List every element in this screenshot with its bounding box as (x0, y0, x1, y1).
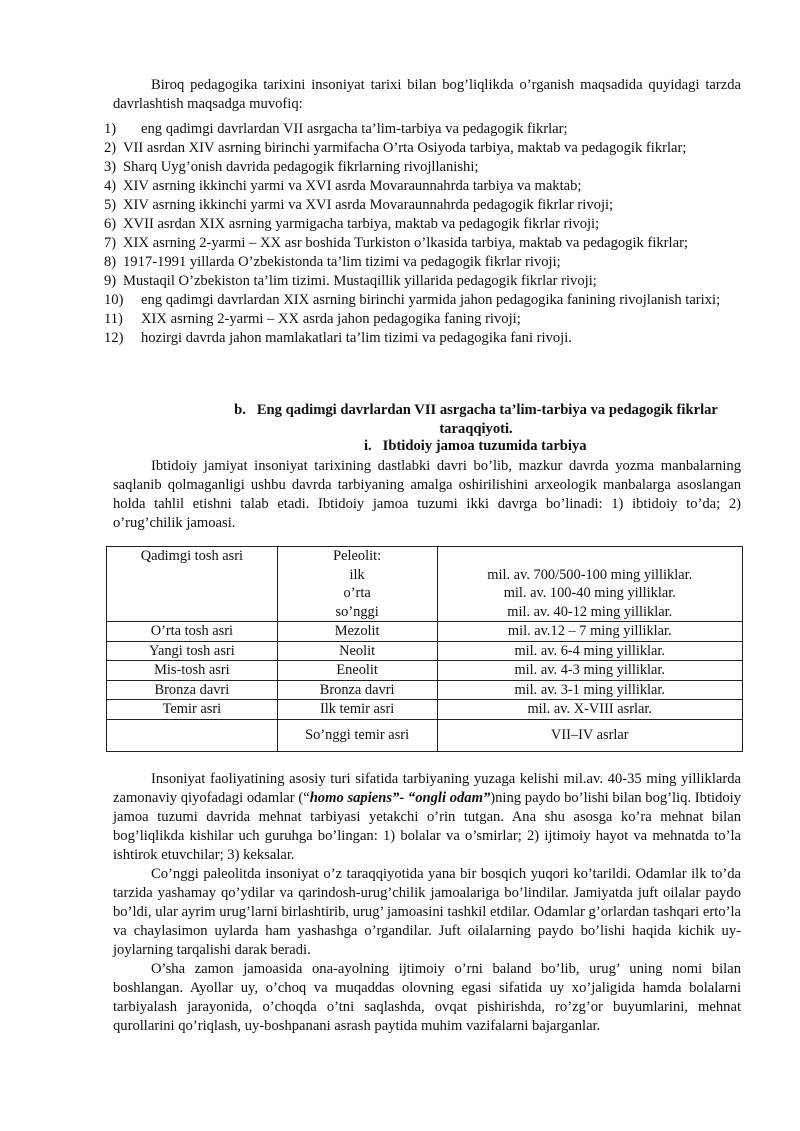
list-item (104, 196, 744, 215)
table-cell-period: Ilk temir asri (277, 700, 437, 720)
intro-paragraph: Biroq pedagogika tarixini insoniyat tarixi bilan bog’liqlikda o’rganish maqsadida quyidagi tarzda davrlashtish maqsadga muvofiq: (113, 77, 741, 112)
list-number: 4) (104, 178, 117, 194)
date-line: mil. av. 40-12 ming yilliklar. (507, 603, 673, 620)
table-row (107, 622, 743, 642)
table-cell-period: Neolit (277, 641, 437, 661)
table-row (107, 719, 743, 751)
table-cell-age: Bronza davri (107, 680, 278, 700)
list-number: 5) (104, 197, 117, 213)
list-text: VII asrdan XIV asrning birinchi yarmifacha O’rta Osiyoda tarbiya, maktab va pedagogik fikrlar; (123, 140, 687, 156)
period-line: so’nggi (335, 603, 379, 620)
date-line: mil. av. 100-40 ming yilliklar. (503, 585, 676, 601)
list-number: 1) (104, 121, 117, 137)
list-text: XIX asrning 2-yarmi – XX asr boshida Turkiston o’lkasida tarbiya, maktab va pedagogik fikrlar; (123, 235, 688, 251)
table-cell-period: Eneolit (277, 661, 437, 681)
list-item (104, 291, 744, 310)
list-item (104, 177, 744, 196)
para-text: Insoniyat faoliyatining asosiy turi sifatida tarbiyaning yuzaga kelishi mil.av. 40-35 ming yilliklarda zamonaviy qiyofadagi odamlar (“ (113, 771, 741, 806)
para-text: )ning paydo bo’lishi bilan bog’liq. Ibtidoiy jamoa tuzumi davrida mehnat tarbiyasi yetakchi o’rin tutgan. Ana shu asosga ko’ra mehnat bilan bog’liqlikda kishilar uch guruhga bo’lingan: 1) bolalar va o’smirlar; 2) ijtimoiy hayot va mehnatda to’la ishtirok etuvchilar; 3) keksalar. (113, 790, 742, 863)
list-item (104, 272, 744, 291)
table-row (107, 661, 743, 681)
list-number: 11) (104, 311, 123, 327)
table-cell-age: Qadimgi tosh asri (107, 547, 278, 622)
list-text: XVII asrdan XIX asrning yarmigacha tarbiya, maktab va pedagogik fikrlar rivoji; (123, 216, 600, 232)
list-number: 10) (104, 292, 124, 308)
list-item (104, 120, 744, 139)
list-number: 6) (104, 216, 117, 232)
table-cell-dates: mil. av. 3-1 ming yilliklar. (437, 680, 742, 700)
table-row (107, 700, 743, 720)
table-cell-dates: mil. av. 6-4 ming yilliklar. (437, 641, 742, 661)
table-cell-age: O’rta tosh asri (107, 622, 278, 642)
table-cell-age: Temir asri (107, 700, 278, 720)
period-line: o’rta (343, 585, 371, 601)
archaeological-periods-table (106, 546, 743, 752)
table-cell-period: Mezolit (277, 622, 437, 642)
period-line: ilk (349, 566, 365, 583)
table-row (107, 641, 743, 661)
list-text: 1917-1991 yillarda O’zbekistonda ta’lim tizimi va pedagogik fikrlar rivoji; (123, 254, 561, 270)
heading-marker: i. (364, 438, 372, 454)
heading-text: Ibtidoiy jamoa tuzumida tarbiya (382, 438, 587, 454)
paragraph-homo-sapiens (113, 770, 741, 865)
paragraph-matriarchy: O’sha zamon jamoasida ona-ayolning ijtimoiy o’rni baland bo’lib, urug’ uning nomi bilan boshlangan. Ayollar uy, o’choq va muqaddas olovning egasi sifatida uy xo’jaligida hamda bolalarni tarbiyalash jarayonida, o’choqda o’tni saqlashda, ovqat pishirishda, ro’zg’or buyumlarini, mehnat qurollarini qo’riqlash, uy-boshpanani asrash paytida muhim vazifalarni bajarganlar. (113, 961, 741, 1034)
list-text: XIV asrning ikkinchi yarmi va XVI asrda Movaraunnahrda pedagogik fikrlar rivoji; (123, 197, 614, 213)
section-heading-b (196, 401, 756, 439)
list-number: 9) (104, 273, 117, 289)
list-text: eng qadimgi davrlardan XIX asrning birinchi yarmida jahon pedagogika fanining rivojlanish tarixi; (141, 292, 721, 308)
list-item (104, 234, 744, 253)
table-cell-period (277, 547, 437, 622)
list-item (104, 253, 744, 272)
table-cell-dates: mil. av. X-VIII asrlar. (437, 700, 742, 720)
table-cell-dates: mil. av.12 – 7 ming yilliklar. (437, 622, 742, 642)
heading-text-continued: taraqqiyoti. (439, 421, 513, 437)
list-text: Mustaqil O’zbekiston ta’lim tizimi. Mustaqillik yillarida pedagogik fikrlar rivoji; (123, 273, 597, 289)
heading-marker: b. (234, 402, 246, 418)
list-item (104, 158, 744, 177)
list-item (104, 215, 744, 234)
list-number: 12) (104, 330, 124, 346)
periodization-list (104, 120, 744, 348)
list-text: hozirgi davrda jahon mamlakatlari ta’lim tizimi va pedagogika fani rivoji. (141, 330, 572, 346)
list-text: XIX asrning 2-yarmi – XX asrda jahon pedagogika faning rivoji; (141, 311, 521, 327)
table-cell-dates (437, 547, 742, 622)
table-cell-period: Bronza davri (277, 680, 437, 700)
table-cell-dates: VII–IV asrlar (437, 719, 742, 751)
paragraph-late-paleolithic: Co’nggi paleolitda insoniyat o’z taraqqiyotida yana bir bosqich yuqori ko’tarildi. Odamlar ilk to’da tarzida yashamay qo’ydilar va qarindosh-urug’chilik jamoalariga bo’lindilar. Jamiyatda juft oilalar paydo bo’ldi, ular ayrim urug’larni birlashtirib, urug’ jamoasini tashkil etdilar. Odamlar g’orlardan tashqari erto’la va chaylasimon uylarda ham yashashga o’rgandilar. Juft oilalarning paydo bo’lishi haqida kichik uy-joylarning tarqalishi darak beradi. (113, 866, 741, 958)
list-text: eng qadimgi davrlardan VII asrgacha ta’lim-tarbiya va pedagogik fikrlar; (141, 121, 568, 137)
table-row (107, 680, 743, 700)
list-item (104, 310, 744, 329)
table-cell-age (107, 719, 278, 751)
table-cell-age: Mis-tosh asri (107, 661, 278, 681)
list-text: Sharq Uyg’onish davrida pedagogik fikrlarning rivojllanishi; (123, 159, 479, 175)
table-cell-age: Yangi tosh asri (107, 641, 278, 661)
para-emphasis: homo sapiens”- “ongli odam” (309, 790, 491, 806)
list-item (104, 139, 744, 158)
heading-text: Eng qadimgi davrlardan VII asrgacha ta’lim-tarbiya va pedagogik fikrlar (256, 402, 718, 418)
list-number: 8) (104, 254, 117, 270)
list-item (104, 329, 744, 348)
section-heading-i (364, 437, 664, 456)
list-text: XIV asrning ikkinchi yarmi va XVI asrda Movaraunnahrda tarbiya va maktab; (123, 178, 582, 194)
table-cell-period: So’nggi temir asri (277, 719, 437, 751)
paragraph-primitive-society: Ibtidoiy jamiyat insoniyat tarixining dastlabki davri bo’lib, mazkur davrda yozma manbalarning saqlanib qolmaganligi ushbu davrda tarbiyaning amalga oshirilishini arxeologik manbalarga asoslangan holda tahlil etishni talab etadi. Ibtidoiy jamoa tuzumi ikki davrga bo’linadi: 1) ibtidoiy to’da; 2) o’rug’chilik jamoasi. (113, 458, 741, 531)
date-line: mil. av. 700/500-100 ming yilliklar. (487, 566, 693, 583)
list-number: 3) (104, 159, 117, 175)
table-cell-dates: mil. av. 4-3 ming yilliklar. (437, 661, 742, 681)
list-number: 7) (104, 235, 117, 251)
list-number: 2) (104, 140, 117, 156)
period-line: Peleolit: (333, 548, 382, 564)
table-row (107, 547, 743, 622)
